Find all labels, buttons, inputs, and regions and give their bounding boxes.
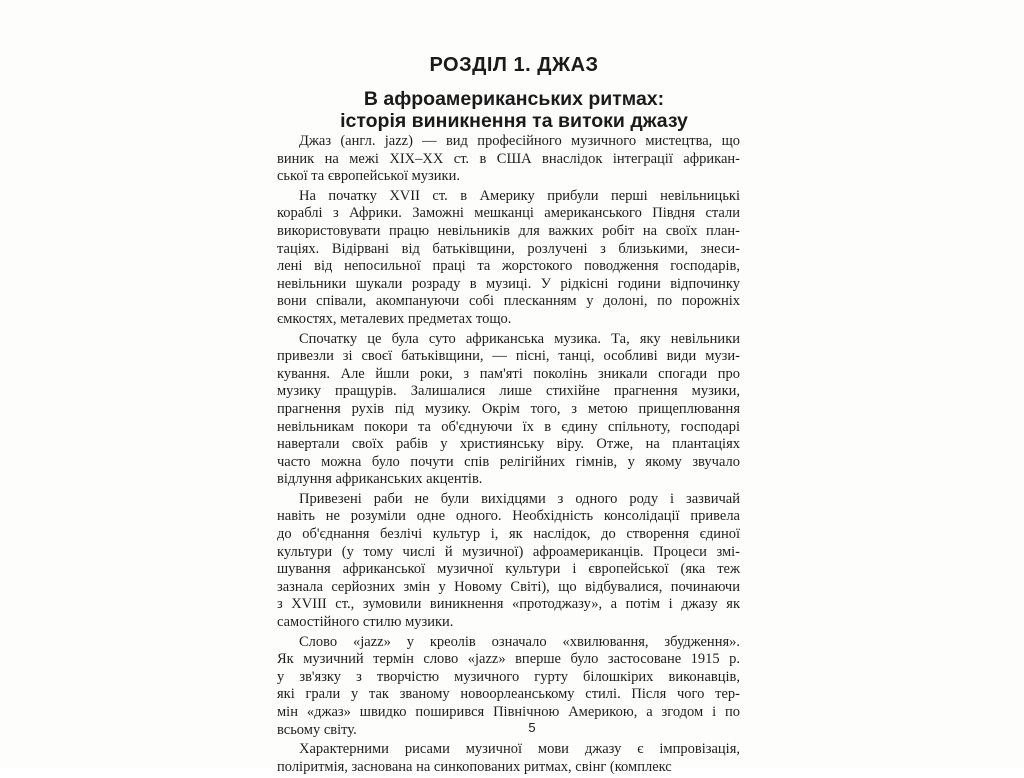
paragraph-line: у зв'язку з творчістю музичного гурту білошкірих виконавців,	[277, 668, 740, 685]
paragraph	[277, 133, 740, 186]
paragraph-line: з XVIII ст., зумовили виникнення «протоджазу», а потім і джазу як	[277, 596, 740, 613]
paragraph	[277, 741, 740, 776]
paragraph-line: мін «джаз» швидко поширився Північною Америкою, а згодом і по	[277, 704, 740, 720]
paragraph-line: до об'єднання безлічі культур і, як наслідок, до створення єдиної	[277, 526, 740, 543]
paragraph-line: виник на межі XIX–XX ст. в США внаслідок інтеграції африкан-	[277, 150, 740, 167]
paragraph-line: самостійного стилю музики.	[277, 614, 454, 631]
paragraph-line: всьому світу.	[277, 721, 357, 738]
paragraph-line: Спочатку це була суто африканська музика. Та, яку невільники	[299, 330, 740, 347]
paragraph-line: ської та європейської музики.	[277, 168, 460, 185]
paragraph-line: невільникам покори та об'єднуючи їх в єдину спільноту, господарі	[277, 418, 740, 435]
paragraph-line: використовувати працю невільників для важких робіт на своїх план-	[277, 222, 740, 239]
paragraph-line: шування африканської музичної культури і європейської (яка теж	[277, 561, 740, 578]
section-title-line: історія виникнення та витоки джазу	[340, 110, 688, 132]
chapter-title: РОЗДІЛ 1. ДЖАЗ	[429, 54, 599, 76]
section-title-line: В афроамериканських ритмах:	[363, 88, 665, 110]
paragraph-line: навіть не розуміли одне одного. Необхідність консолідації привела	[277, 508, 740, 525]
paragraph	[277, 634, 740, 740]
paragraph-line: таціях. Відірвані від батьківщини, розлучені з близькими, знеси-	[277, 240, 740, 257]
paragraph-line: Слово «jazz» у креолів означало «хвилювання, збудження».	[299, 633, 740, 650]
paragraph-line: зазнала серйозних змін у Новому Світі), що відбувалися, починаючи	[277, 578, 740, 595]
paragraph	[277, 188, 740, 329]
paragraph-line: вони співали, акомпануючи собі плесканням у долоні, по порожніх	[277, 293, 740, 310]
paragraph-line: відлуння африканських акцентів.	[277, 471, 483, 488]
paragraph-line: Привезені раби не були вихідцями з одного роду і зазвичай	[299, 490, 740, 507]
paragraph-line: Характерними рисами музичної мови джазу є імпровізація,	[299, 741, 740, 758]
paragraph-line: прагнення рухів під музику. Окрім того, з метою прищеплювання	[277, 400, 740, 417]
paragraph-line: лені від непосильної праці та жорстокого поводження господарів,	[277, 258, 740, 275]
section-title	[280, 88, 748, 132]
paragraph	[277, 491, 740, 632]
paragraph-line: Як музичний термін слово «jazz» вперше було застосоване 1915 р.	[277, 651, 740, 668]
paragraph-line: кораблі з Африки. Заможні мешканці американського Півдня стали	[277, 205, 740, 222]
paragraph-line: культури (у тому числі й музичної) афроамериканців. Процеси змі-	[277, 543, 740, 560]
paragraph-line: навертали своїх рабів у християнську віру. Отже, на плантаціях	[277, 436, 740, 453]
paragraph	[277, 331, 740, 489]
paragraph-line: ємкостях, металевих предметах тощо.	[277, 310, 512, 327]
paragraph-line: які грали у так званому новоорлеанському стилі. Після чого тер-	[277, 686, 740, 703]
paragraph-line: часто можна було почути спів релігійних гімнів, у якому звучало	[277, 453, 740, 470]
page-number: 5	[528, 720, 536, 735]
paragraph-line: поліритмія, заснована на синкопованих ритмах, свінг (комплекс	[277, 758, 672, 775]
paragraph-line: привезли зі своєї батьківщини, — пісні, танці, особливі види музи-	[277, 348, 740, 365]
paragraph-line: кування. Але йшли роки, з пам'яті поколінь зникали спогади про	[277, 365, 740, 382]
paragraph-line: Джаз (англ. jazz) — вид професійного музичного мистецтва, що	[299, 133, 740, 149]
paragraph-line: музику пращурів. Залишалися лише стихійне прагнення музики,	[277, 383, 740, 400]
paragraph-line: невільники шукали розраду в музиці. У рідкісні години відпочинку	[277, 275, 740, 292]
paragraph-line: На початку XVII ст. в Америку прибули перші невільницькі	[299, 187, 740, 204]
body-text	[277, 133, 740, 778]
